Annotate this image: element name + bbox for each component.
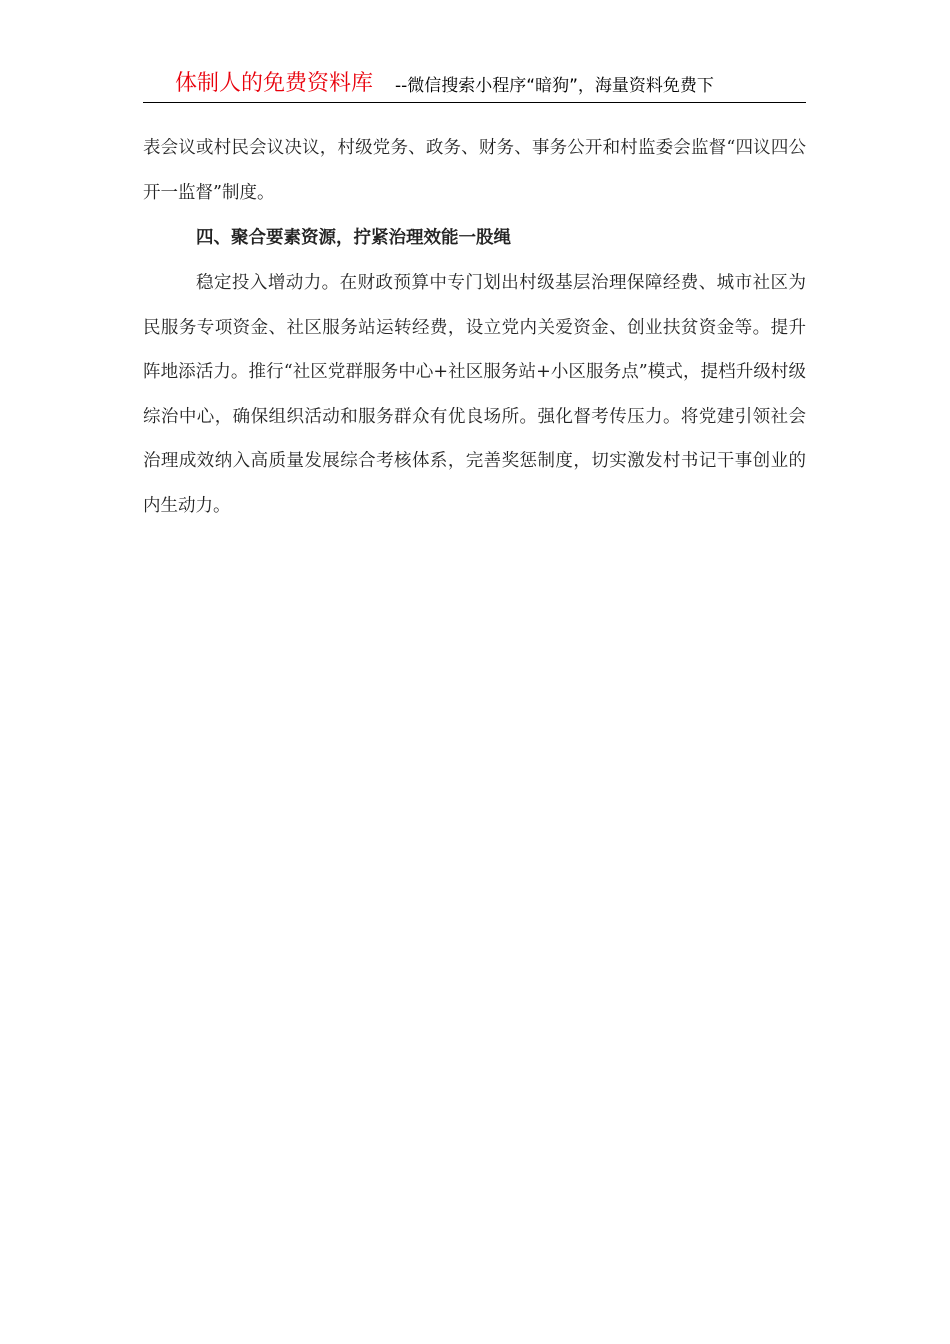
paragraph-continued: 表会议或村民会议决议，村级党务、政务、财务、事务公开和村监委会监督“四议四公开一监督”制度。 xyxy=(143,138,806,203)
paragraph-main: 稳定投入增动力。在财政预算中专门划出村级基层治理保障经费、城市社区为民服务专项资金、社区服务站运转经费，设立党内关爱资金、创业扶贫资金等。提升阵地添活力。推行“社区党群服务中心+社区服务站+小区服务点”模式，提档升级村级综治中心，确保组织活动和服务群众有优良场所。强化督考传压力。将党建引领社会治理成效纳入高质量发展综合考核体系，完善奖惩制度，切实激发村书记干事创业的内生动力。 xyxy=(143,273,806,516)
page-header xyxy=(143,66,806,103)
header-brand-text: 体制人的免费资料库 xyxy=(175,71,374,96)
header-tagline-text: --微信搜索小程序“暗狗”，海量资料免费下 xyxy=(395,76,714,96)
section-heading: 四、聚合要素资源，拧紧治理效能一股绳 xyxy=(196,228,511,248)
